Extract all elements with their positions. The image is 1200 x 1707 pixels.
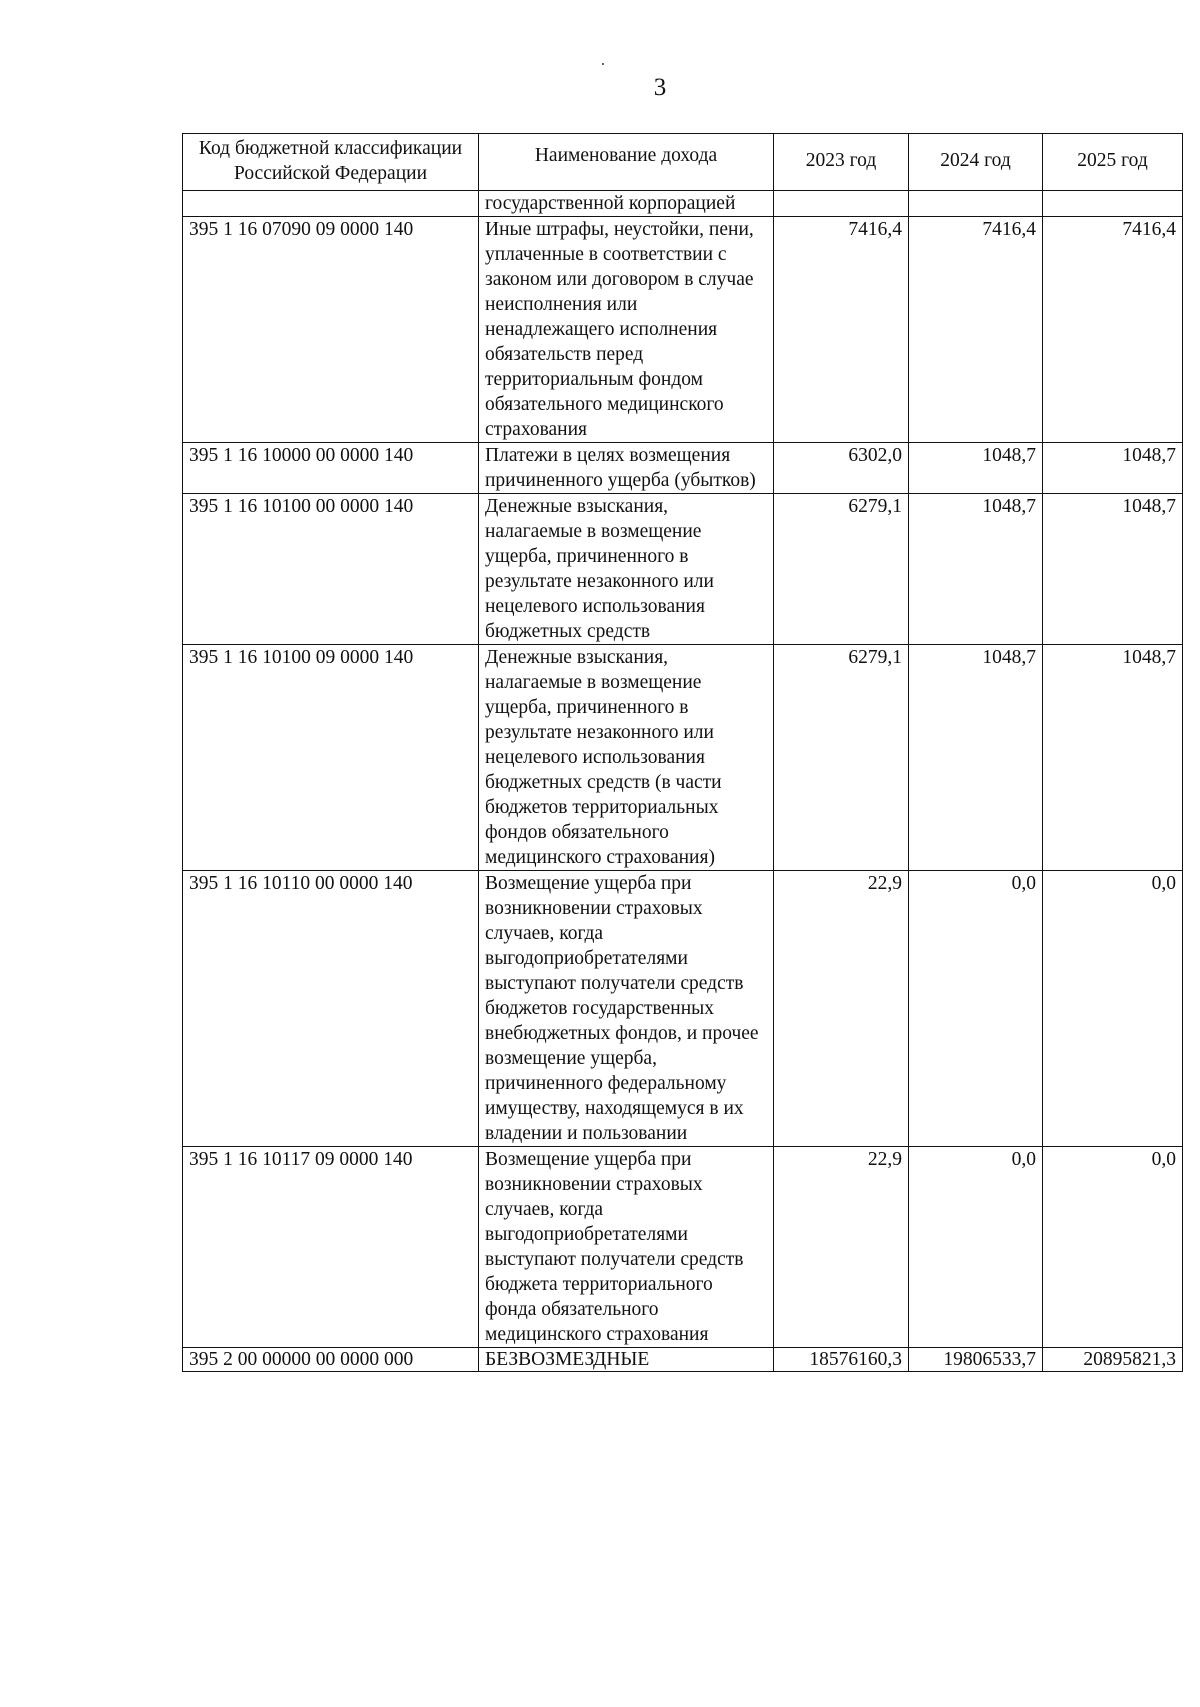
header-income-name: Наименование дохода — [479, 134, 774, 191]
table-row — [183, 191, 1183, 217]
table-row — [183, 645, 1183, 871]
header-budget-code: Код бюджетной классификации Российской Федерации — [183, 134, 479, 191]
row-income-name: Иные штрафы, неустойки, пени, уплаченные в соответствии с законом или договором в случае неисполнения или ненадлежащего исполнения обязательств перед территориальным фондом обязательного медицинского страхования — [479, 217, 774, 443]
table-row — [183, 217, 1183, 443]
row-code: 395 2 00 00000 00 0000 000 — [183, 1348, 479, 1372]
row-value-2025 — [1043, 191, 1183, 217]
row-code: 395 1 16 10110 00 0000 140 — [183, 871, 479, 1147]
table-row — [183, 494, 1183, 645]
row-value-2025: 0,0 — [1043, 1147, 1183, 1348]
row-value-2023: 22,9 — [774, 1147, 909, 1348]
row-income-name: Возмещение ущерба при возникновении страховых случаев, когда выгодоприобретателями выступают получатели средств бюджета территориального фонда обязательного медицинского страхования — [479, 1147, 774, 1348]
row-value-2024 — [909, 191, 1043, 217]
row-code: 395 1 16 10100 09 0000 140 — [183, 645, 479, 871]
header-year-2023: 2023 год — [774, 134, 909, 191]
table-row — [183, 443, 1183, 494]
scan-speck — [602, 63, 604, 65]
row-income-name: Платежи в целях возмещения причиненного ущерба (убытков) — [479, 443, 774, 494]
row-value-2024: 0,0 — [909, 1147, 1043, 1348]
table-row — [183, 1348, 1183, 1372]
row-value-2024: 1048,7 — [909, 645, 1043, 871]
row-value-2023: 18576160,3 — [774, 1348, 909, 1372]
row-value-2023: 7416,4 — [774, 217, 909, 443]
header-year-2025: 2025 год — [1043, 134, 1183, 191]
row-value-2025: 1048,7 — [1043, 645, 1183, 871]
row-value-2023: 22,9 — [774, 871, 909, 1147]
row-code: 395 1 16 10000 00 0000 140 — [183, 443, 479, 494]
row-income-name: Возмещение ущерба при возникновении страховых случаев, когда выгодоприобретателями выступают получатели средств бюджетов государственных внебюджетных фондов, и прочее возмещение ущерба, причиненного федеральному имуществу, находящемуся в их владении и пользовании — [479, 871, 774, 1147]
row-value-2025: 7416,4 — [1043, 217, 1183, 443]
table-row — [183, 871, 1183, 1147]
row-code: 395 1 16 10117 09 0000 140 — [183, 1147, 479, 1348]
row-value-2024: 7416,4 — [909, 217, 1043, 443]
row-value-2024: 0,0 — [909, 871, 1043, 1147]
row-value-2025: 0,0 — [1043, 871, 1183, 1147]
row-income-name: государственной корпорацией — [479, 191, 774, 217]
page-number: 3 — [653, 74, 667, 101]
row-code: 395 1 16 10100 00 0000 140 — [183, 494, 479, 645]
row-value-2024: 1048,7 — [909, 494, 1043, 645]
header-year-2024: 2024 год — [909, 134, 1043, 191]
budget-income-table — [182, 133, 1183, 1372]
row-value-2023: 6279,1 — [774, 494, 909, 645]
row-code: 395 1 16 07090 09 0000 140 — [183, 217, 479, 443]
row-value-2023: 6302,0 — [774, 443, 909, 494]
row-value-2025: 20895821,3 — [1043, 1348, 1183, 1372]
row-value-2024: 19806533,7 — [909, 1348, 1043, 1372]
row-value-2025: 1048,7 — [1043, 494, 1183, 645]
row-value-2025: 1048,7 — [1043, 443, 1183, 494]
row-income-name: БЕЗВОЗМЕЗДНЫЕ — [479, 1348, 774, 1372]
row-value-2023 — [774, 191, 909, 217]
table-row — [183, 1147, 1183, 1348]
row-value-2023: 6279,1 — [774, 645, 909, 871]
row-code — [183, 191, 479, 217]
row-income-name: Денежные взыскания, налагаемые в возмещение ущерба, причиненного в результате незаконного или нецелевого использования бюджетных средств — [479, 494, 774, 645]
row-income-name: Денежные взыскания, налагаемые в возмещение ущерба, причиненного в результате незаконного или нецелевого использования бюджетных средств (в части бюджетов территориальных фондов обязательного медицинского страхования) — [479, 645, 774, 871]
table-header-row — [183, 134, 1183, 191]
row-value-2024: 1048,7 — [909, 443, 1043, 494]
